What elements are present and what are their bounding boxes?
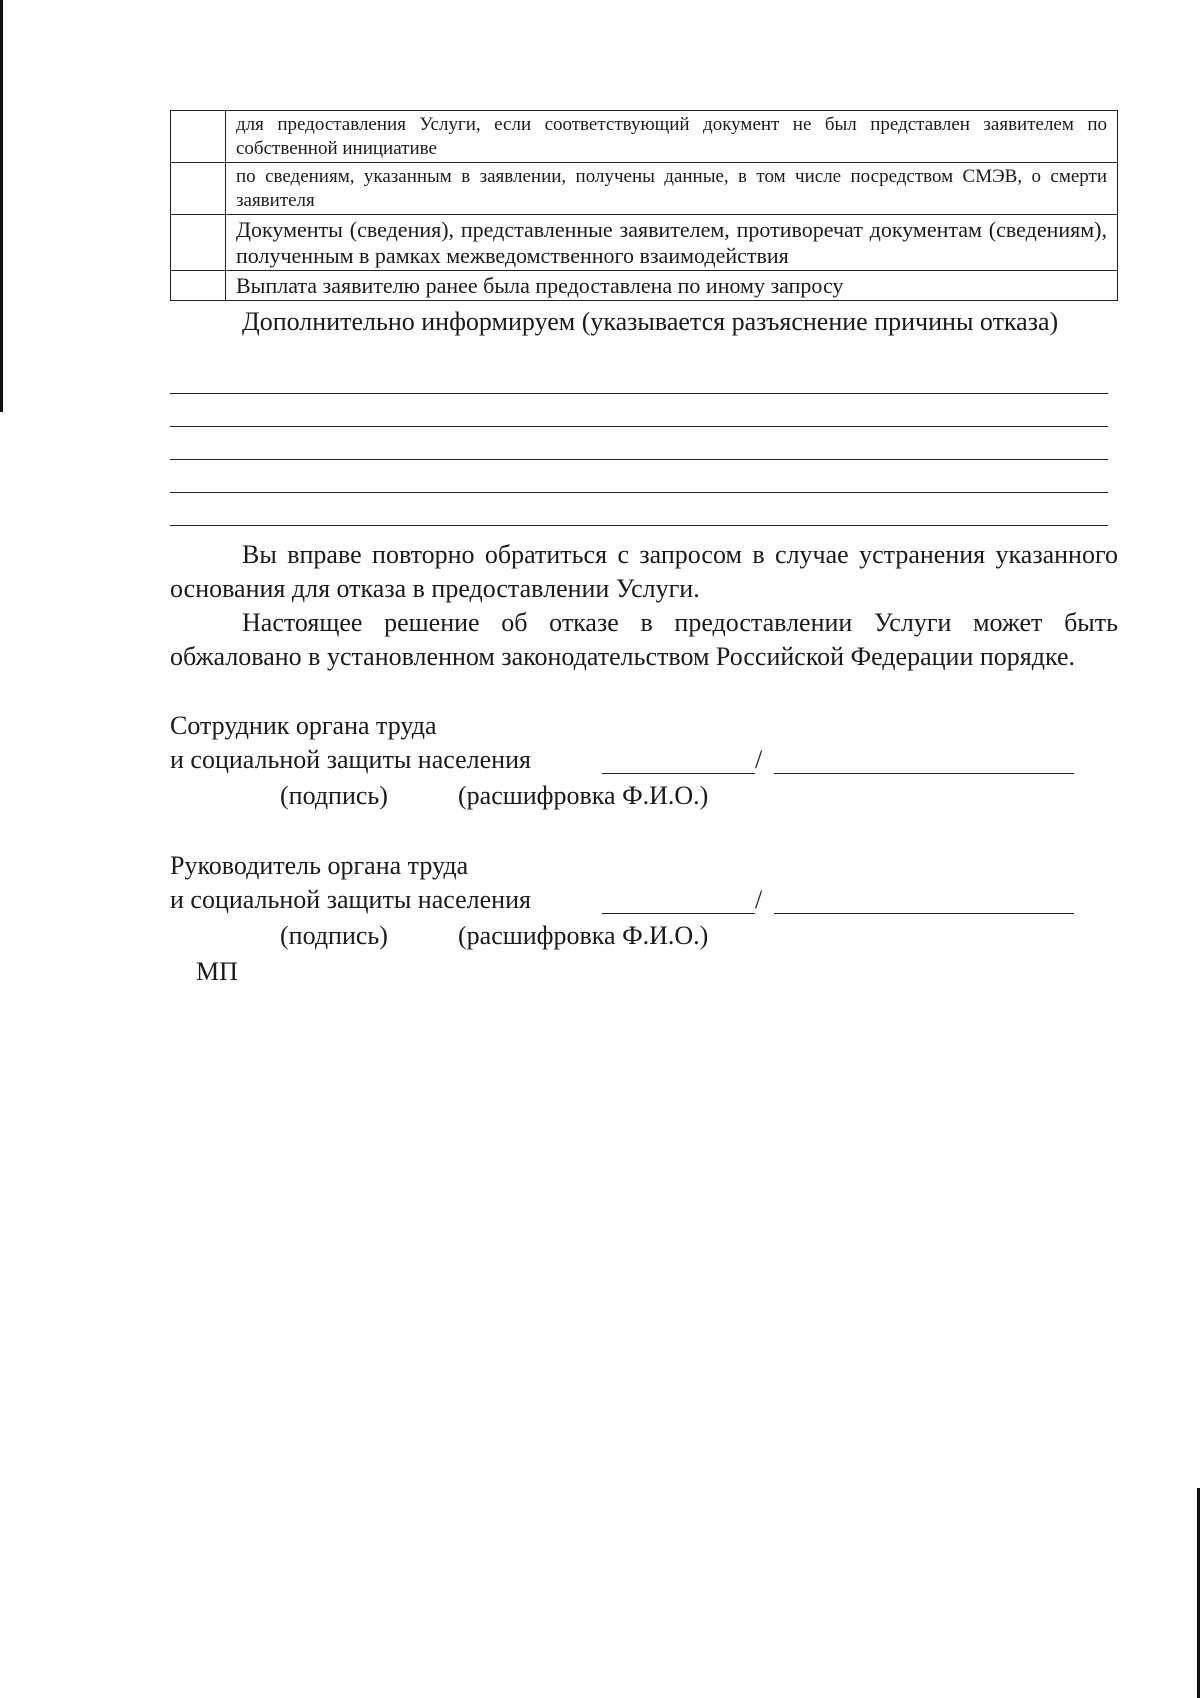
ground-text: по сведениям, указанным в заявлении, получены данные, в том числе посредством СМЭВ, о смерти заявителя: [226, 163, 1118, 215]
checkbox-cell: [171, 111, 226, 163]
blank-line: [170, 460, 1108, 493]
employee-signature-line: [602, 773, 755, 774]
blank-line: [170, 427, 1108, 460]
head-role-line2: и социальной защиты населения: [170, 885, 531, 914]
document-page: [170, 110, 1118, 986]
checkbox-cell: [171, 271, 226, 301]
blank-line: [170, 493, 1108, 526]
explanation-paragraph: Дополнительно информируем (указывается разъяснение причины отказа): [242, 307, 1059, 336]
employee-signature-block: [170, 709, 1118, 824]
table-row: [171, 111, 1118, 163]
ground-text: Выплата заявителю ранее была предоставлена по иному запросу: [226, 271, 1118, 301]
blank-line: [170, 361, 1108, 394]
checkbox-cell: [171, 215, 226, 271]
stamp-label: МП: [196, 957, 238, 986]
head-sign-caption: (подпись): [280, 921, 388, 950]
checkbox-cell: [171, 163, 226, 215]
head-role-line1: Руководитель органа труда: [170, 851, 469, 880]
appeal-paragraph: Настоящее решение об отказе в предоставлении Услуги может быть обжаловано в установленном законодательством Российской Федерации порядке.: [170, 608, 1118, 671]
blank-line: [170, 394, 1108, 427]
scan-edge-left: [0, 0, 3, 412]
table-row: [171, 271, 1118, 301]
head-name-caption: (расшифровка Ф.И.О.): [458, 921, 709, 950]
employee-slash: /: [755, 745, 763, 774]
table-row: [171, 215, 1118, 271]
table-row: [171, 163, 1118, 215]
head-signature-block: [170, 849, 1118, 986]
refusal-grounds-table: [170, 110, 1118, 301]
employee-role-line1: Сотрудник органа труда: [170, 711, 437, 740]
head-slash: /: [755, 885, 763, 914]
head-signature-line: [602, 913, 755, 914]
employee-role-line2: и социальной защиты населения: [170, 745, 531, 774]
employee-name-caption: (расшифровка Ф.И.О.): [458, 781, 709, 810]
employee-sign-caption: (подпись): [280, 781, 388, 810]
ground-text: для предоставления Услуги, если соответствующий документ не был представлен заявителем по собственной инициативе: [226, 111, 1118, 163]
head-name-line: [774, 913, 1074, 914]
ground-text: Документы (сведения), представленные заявителем, противоречат документам (сведениям), полученным в рамках межведомственного взаимодействия: [226, 215, 1118, 271]
explanation-blank-lines: [170, 361, 1108, 526]
employee-name-line: [774, 773, 1074, 774]
reapply-paragraph: Вы вправе повторно обратиться с запросом в случае устранения указанного основания для отказа в предоставлении Услуги.: [170, 540, 1118, 603]
